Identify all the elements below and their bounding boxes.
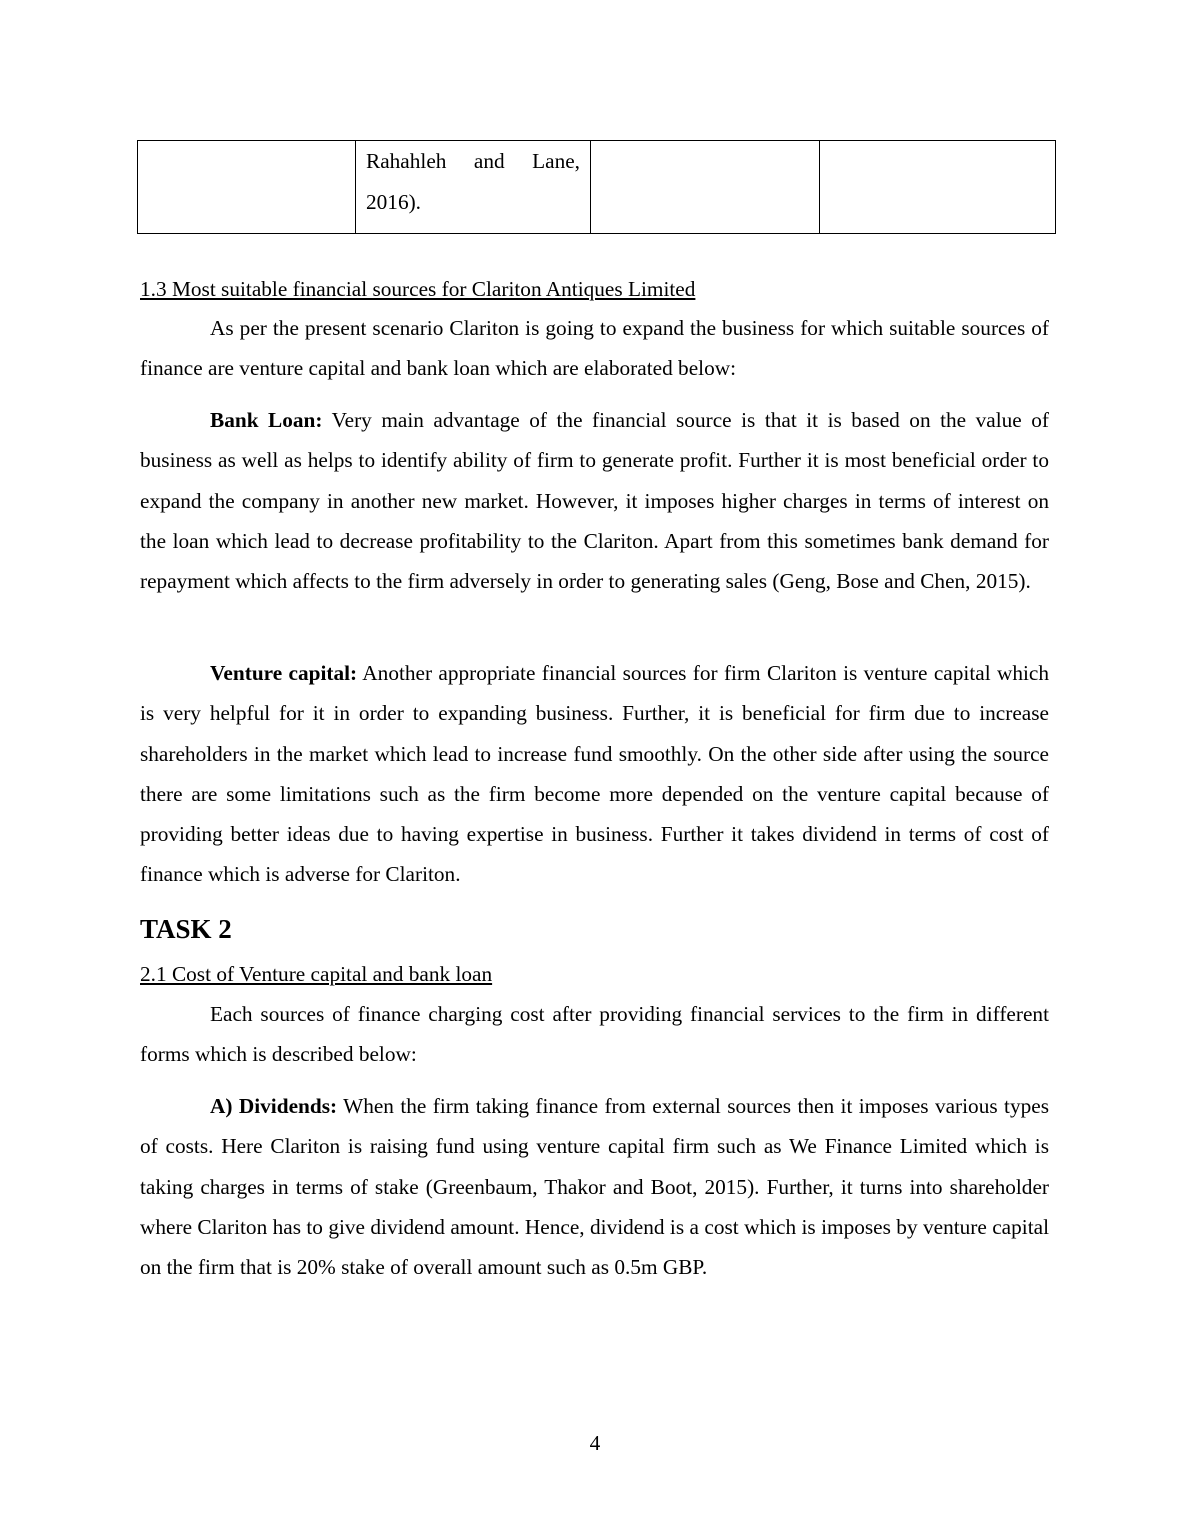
venture-capital-paragraph (140, 653, 1049, 895)
section-2-1-heading (140, 959, 1049, 989)
dividends-paragraph (140, 1086, 1049, 1287)
section-1-3-title: 1.3 Most suitable financial sources for Clariton Antiques Limited (140, 277, 696, 301)
table-cell-empty-1 (138, 141, 356, 234)
intro-paragraph: As per the present scenario Clariton is going to expand the business for which suitable sources of finance are venture capital and bank loan which are elaborated below: (140, 316, 1049, 381)
continuation-table (137, 140, 1056, 234)
bank-loan-text: Very main advantage of the financial source is that it is based on the value of business as well as helps to identify ability of firm to generate profit. Further it is most beneficial order to expand the company in another new market. However, it imposes higher charges in terms of interest on the loan which lead to decrease profitability to the Clariton. Apart from this sometimes bank demand for repayment which affects to the firm adversely in order to generating sales (Geng, Bose and Chen, 2015). (140, 408, 1049, 594)
dividends-section (140, 1086, 1049, 1287)
task-2-title: TASK 2 (140, 914, 232, 944)
table-cell-citation: Rahahleh and Lane, 2016). (356, 141, 591, 234)
cost-intro-paragraph: Each sources of finance charging cost after providing financial services to the firm in different forms which is described below: (140, 1002, 1049, 1067)
bank-loan-label: Bank Loan: (210, 408, 323, 432)
venture-capital-label: Venture capital: (210, 661, 358, 685)
section-2-1-intro (140, 994, 1049, 1075)
section-1-3-intro (140, 308, 1049, 389)
table-cell-empty-4 (820, 141, 1056, 234)
bank-loan-section (140, 400, 1049, 601)
table-row (138, 141, 1056, 234)
venture-capital-section (140, 653, 1049, 895)
venture-capital-text: Another appropriate financial sources for firm Clariton is venture capital which is very helpful for it in order to expanding business. Further, it is beneficial for firm due to increase shareholders in the market which lead to increase fund smoothly. On the other side after using the source there are some limitations such as the firm become more depended on the venture capital because of providing better ideas due to having expertise in business. Further it takes dividend in terms of cost of finance which is adverse for Clariton. (140, 661, 1049, 887)
page-number: 4 (589, 1431, 601, 1455)
dividends-text: When the firm taking finance from external sources then it imposes various types of costs. Here Clariton is raising fund using venture capital firm such as We Finance Limited which is taking charges in terms of stake (Greenbaum, Thakor and Boot, 2015). Further, it turns into shareholder where Clariton has to give dividend amount. Hence, dividend is a cost which is imposes by venture capital on the firm that is 20% stake of overall amount such as 0.5m GBP. (140, 1094, 1049, 1280)
bank-loan-paragraph (140, 400, 1049, 601)
section-1-3-heading (140, 274, 1049, 304)
section-2-1-title: 2.1 Cost of Venture capital and bank loan (140, 962, 493, 986)
table-cell-empty-3 (591, 141, 820, 234)
dividends-label: A) Dividends: (210, 1094, 338, 1118)
